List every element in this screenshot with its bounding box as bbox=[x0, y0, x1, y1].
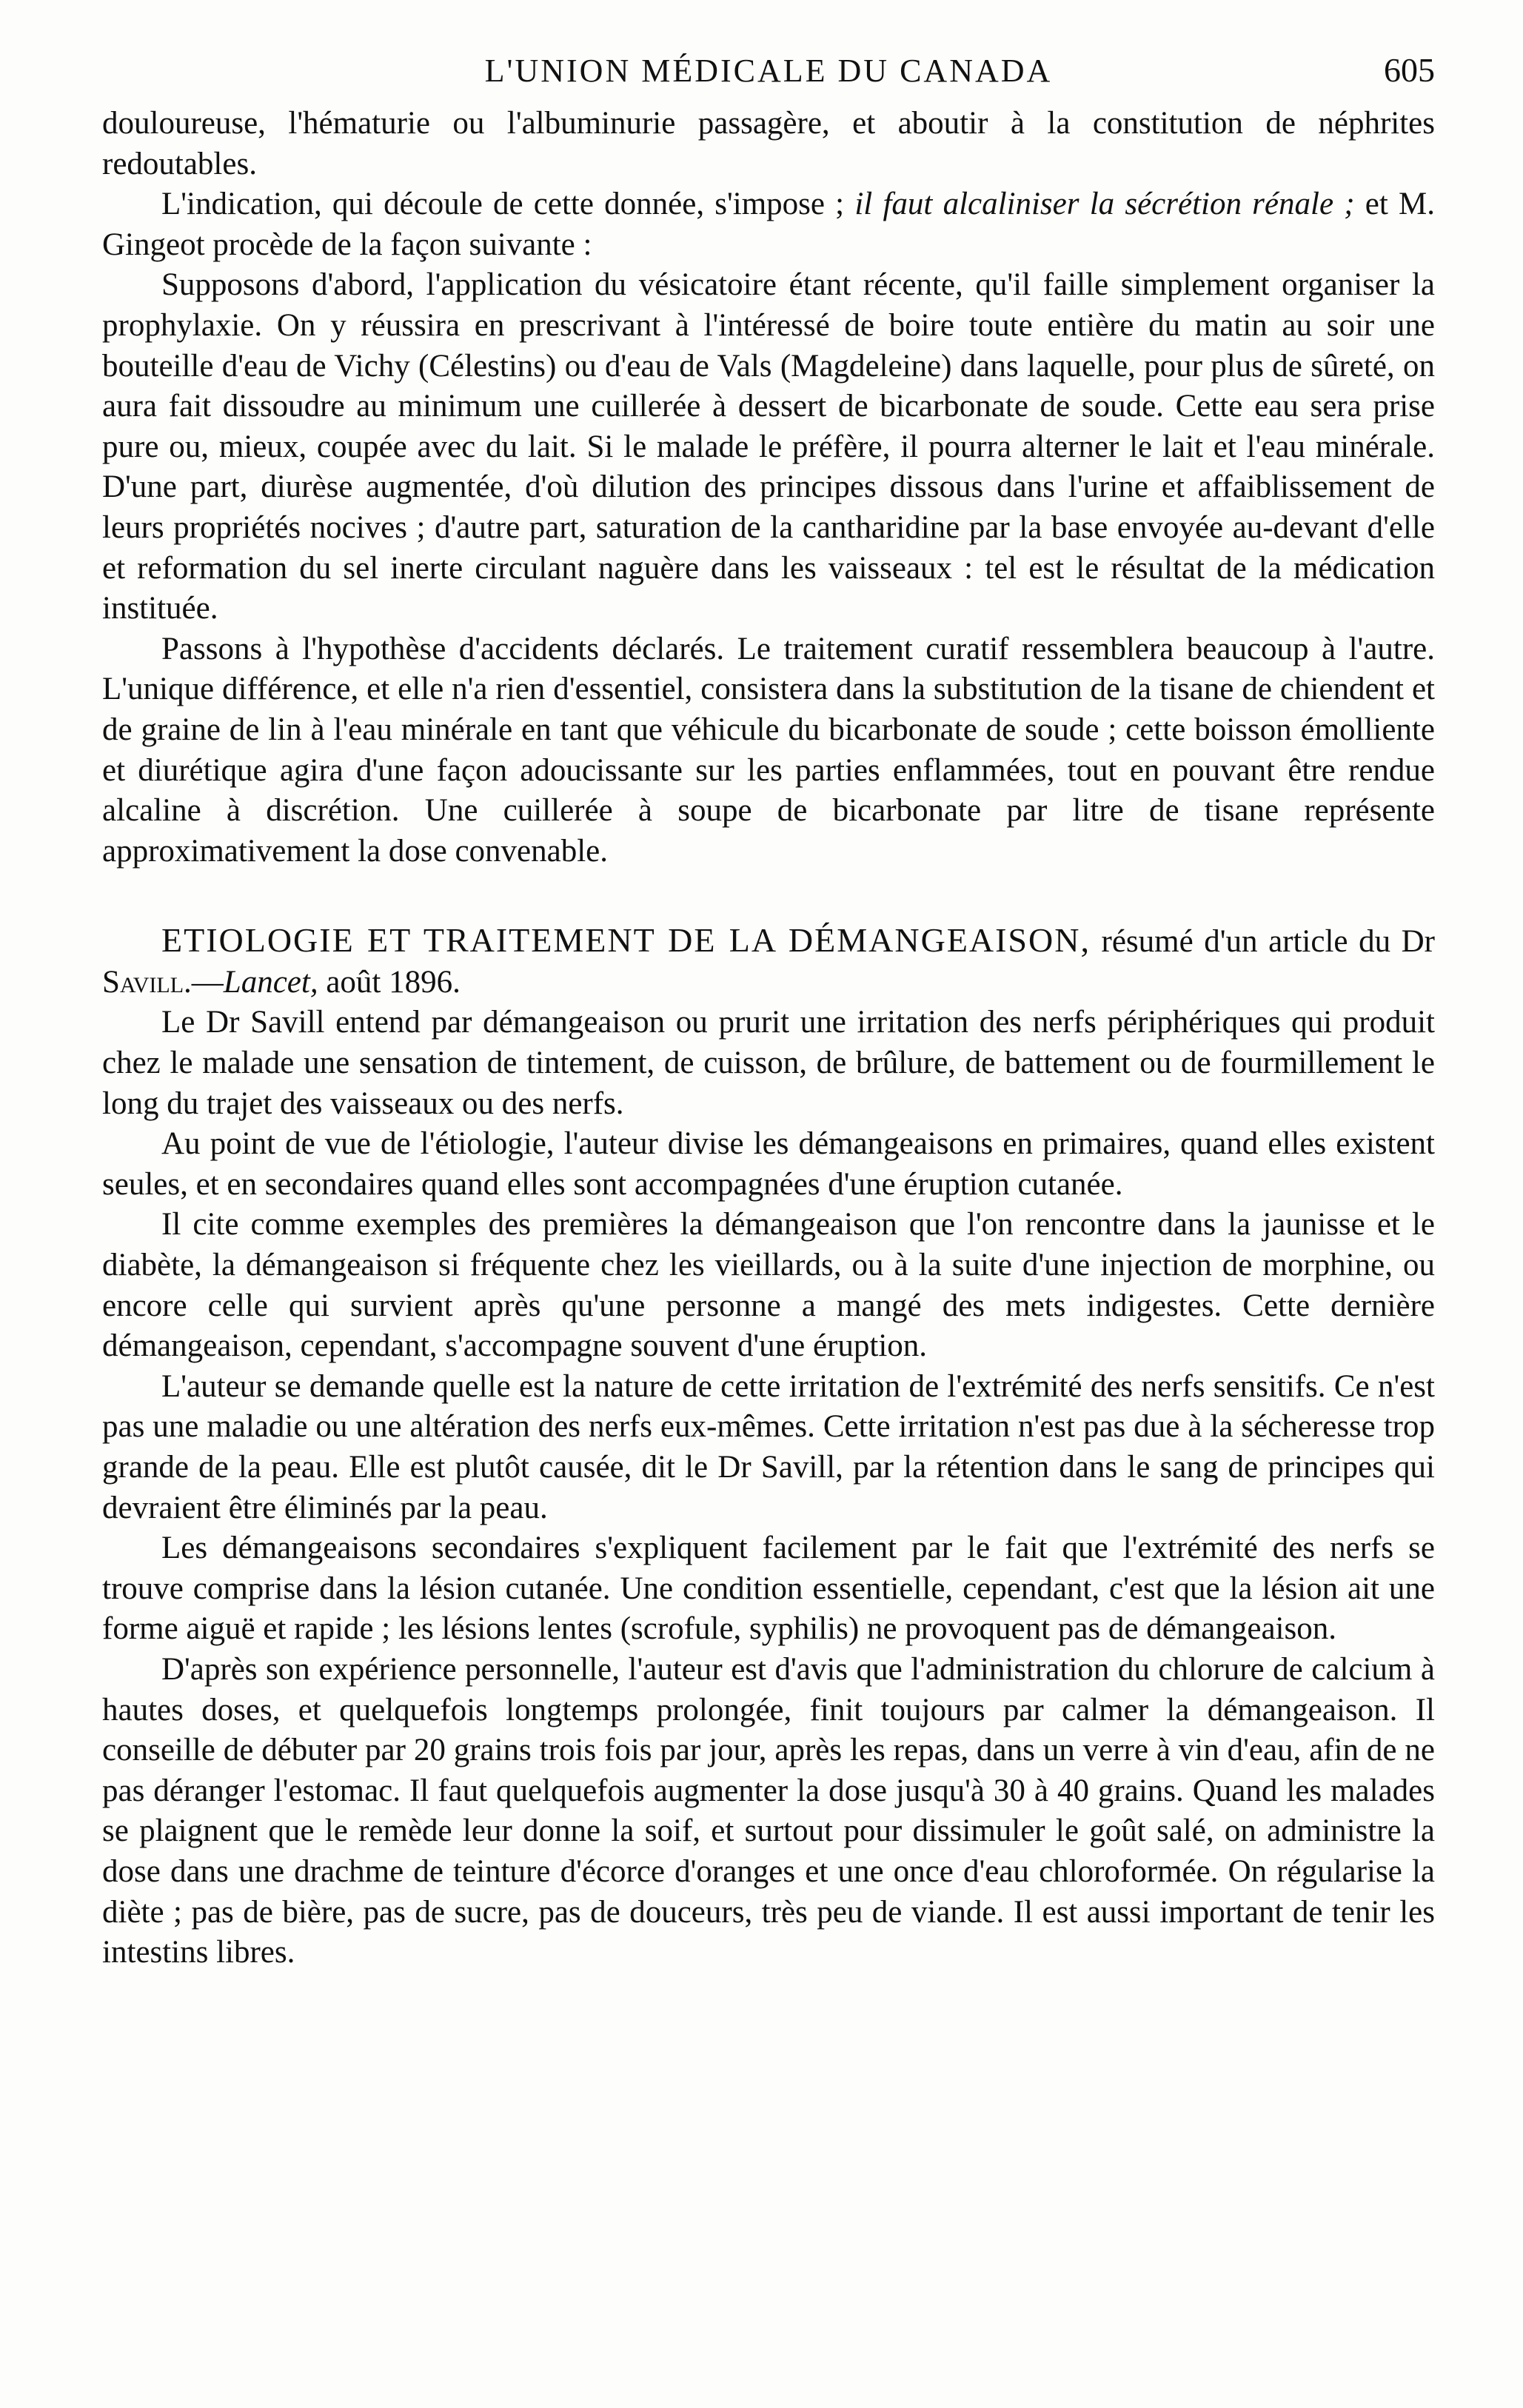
paragraph: D'après son expérience personnelle, l'auteur est d'avis que l'administration du chlorure de calcium à hautes doses, et quelquefois longtemps prolongée, finit toujours par calmer la démangeaison. Il conseille de débuter par 20 grains trois fois par jour, après les repas, dans un verre à vin d'eau, afin de ne pas déranger l'estomac. Il faut quelquefois augmenter la dose jusqu'à 30 à 40 grains. Quand les malades se plaignent que le remède leur donne la soif, et surtout pour dissimuler le goût salé, on administre la dose dans une drachme de teinture d'écorce d'oranges et une once d'eau chloroformée. On régularise la diète ; pas de bière, pas de sucre, pas de douceurs, très peu de viande. Il est aussi important de tenir les intestins libres. bbox=[102, 1651, 1435, 1970]
page-number: 605 bbox=[1384, 51, 1435, 89]
publication-date: août 1896. bbox=[326, 964, 461, 1000]
paragraph: douloureuse, l'hématurie ou l'albuminurie passagère, et aboutir à la constitution de néphrites redoutables. bbox=[102, 106, 1435, 181]
author-name: Savill. bbox=[102, 964, 192, 1000]
paragraph-indication bbox=[102, 184, 1435, 265]
section-demangeaison bbox=[102, 920, 1435, 1973]
paragraph: Au point de vue de l'étiologie, l'auteur divise les démangeaisons en primaires, quand elles existent seules, et en secondaires quand elles sont accompagnées d'une éruption cutanée. bbox=[102, 1126, 1435, 1202]
paragraph: Passons à l'hypothèse d'accidents déclarés. Le traitement curatif ressemblera beaucoup à l'autre. L'unique différence, et elle n'a rien d'essentiel, consistera dans la substitution de la tisane de chiendent et de graine de lin à l'eau minérale en tant que véhicule du bicarbonate de soude ; cette boisson émolliente et diurétique agira d'une façon adoucissante sur les parties enflammées, tout en pouvant être rendue alcaline à discrétion. Une cuillerée à soupe de bicarbonate par litre de tisane représente approximativement la dose convenable. bbox=[102, 631, 1435, 869]
page-header bbox=[102, 44, 1435, 104]
text-run: L'indication, qui découle de cette donnée, s'impose ; bbox=[161, 187, 845, 222]
running-title: L'UNION MÉDICALE DU CANADA bbox=[484, 53, 1053, 89]
paragraph: Les démangeaisons secondaires s'expliquent facilement par le fait que l'extrémité des nerfs se trouve comprise dans la lésion cutanée. Une condition essentielle, cependant, c'est que la lésion ait une forme aiguë et rapide ; les lésions lentes (scrofule, syphilis) ne provoquent pas de démangeaison. bbox=[102, 1531, 1435, 1647]
paragraph: Il cite comme exemples des premières la démangeaison que l'on rencontre dans la jaunisse et le diabète, la démangeaison si fréquente chez les vieillards, ou à la suite d'une injection de morphine, ou encore celle qui survient après qu'une personne a mangé des mets indigestes. Cette dernière démangeaison, cependant, s'accompagne souvent d'une éruption. bbox=[102, 1207, 1435, 1364]
emphasis-text: il faut alcaliniser la sécrétion rénale ; bbox=[854, 187, 1355, 222]
journal-name: Lancet, bbox=[223, 964, 318, 1000]
paragraph: L'auteur se demande quelle est la nature de cette irritation de l'extrémité des nerfs sensitifs. Ce n'est pas une maladie ou une altération des nerfs eux-mêmes. Cette irritation n'est pas due à la sécheresse trop grande de la peau. Elle est plutôt causée, dit le Dr Savill, par la rétention dans le sang de principes qui devraient être éliminés par la peau. bbox=[102, 1368, 1435, 1525]
article-continuation bbox=[102, 104, 1435, 872]
paragraph: Le Dr Savill entend par démangeaison ou prurit une irritation des nerfs périphériques qui produit chez le malade une sensation de tintement, de cuisson, de brûlure, de battement ou de fourmillement le long du trajet des vaisseaux ou des nerfs. bbox=[102, 1005, 1435, 1121]
section-heading bbox=[102, 920, 1435, 1003]
section-title: ETIOLOGIE ET TRAITEMENT DE LA DÉMANGEAISON, bbox=[161, 921, 1091, 960]
text-run: et M. Gingeot procède de la façon suivante : bbox=[102, 187, 1436, 262]
journal-page bbox=[102, 44, 1435, 1973]
paragraph: Supposons d'abord, l'application du vésicatoire étant récente, qu'il faille simplement organiser la prophylaxie. On y réussira en prescrivant à l'intéressé de boire toute entière du matin au soir une bouteille d'eau de Vichy (Célestins) ou d'eau de Vals (Magdeleine) dans laquelle, pour plus de sûreté, on aura fait dissoudre au minimum une cuillerée à dessert de bicarbonate de soude. Cette eau sera prise pure ou, mieux, coupée avec du lait. Si le malade le préfère, il pourra alterner le lait et l'eau minérale. D'une part, diurèse augmentée, d'où dilution des principes dissous dans l'urine et affaiblissement de leurs propriétés nocives ; d'autre part, saturation de la cantharidine par la base envoyée au-devant d'elle et reformation du sel inerte circulant naguère dans les vaisseaux : tel est le résultat de la médication instituée. bbox=[102, 267, 1435, 626]
dash: — bbox=[191, 964, 224, 1000]
summary-text: résumé d'un article du Dr bbox=[1101, 924, 1436, 960]
section-gap bbox=[102, 872, 1435, 920]
